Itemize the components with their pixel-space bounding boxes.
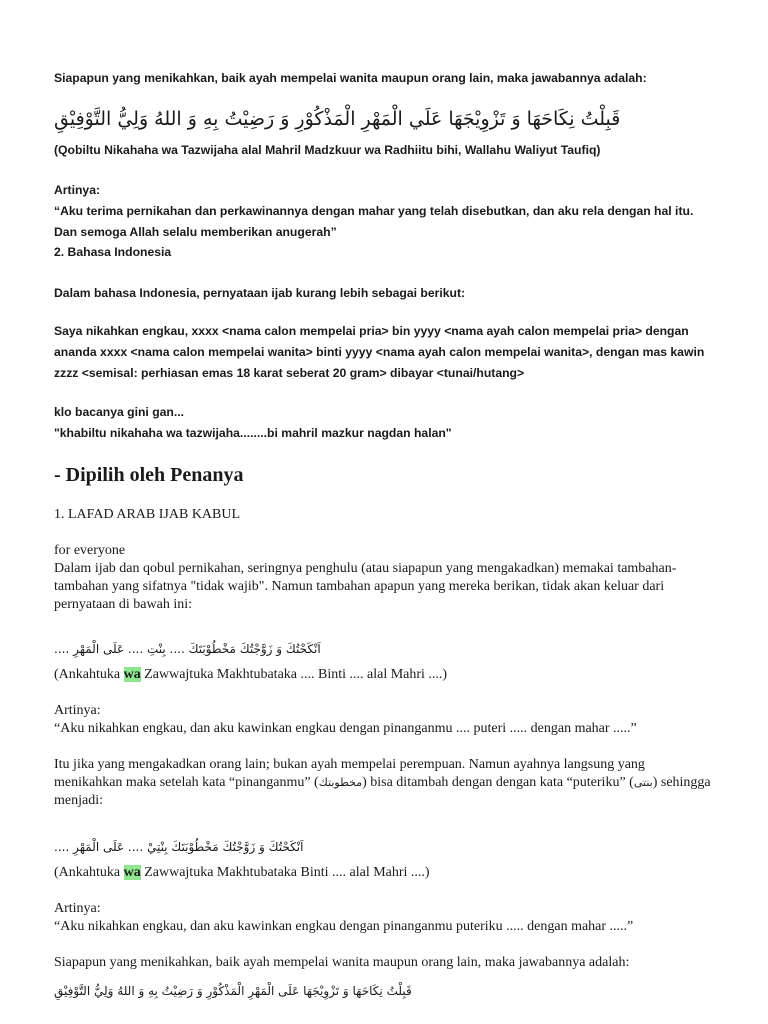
artinya-3-text: “Aku nikahkan engkau, dan aku kawinkan engkau dengan pinanganmu puteriku ..... dengan mahar .....” [54, 919, 634, 934]
arabic-kabul: قَبِلْتُ نِكَاحَهَا وَ تَزْوِيْجَهَا عَلَي الْمَهْرِ الْمَذْكُوْرِ وَ رَضِيْتُ بِهِ وَ اللهُ وَلِيُّ التَّوْفِيْقِ [54, 108, 621, 130]
itu-jika-arabic-1: مخطوبتك [318, 776, 363, 789]
itu-jika-text [54, 756, 714, 810]
latin-ijab-2-post: Zawwajtuka Makhtubataka Binti .... alal Mahri ....) [140, 865, 430, 880]
highlight-wa: wa [123, 865, 141, 880]
intro-line-2: Siapapun yang menikahkan, baik ayah mempelai wanita maupun orang lain, maka jawabannya adalah: [54, 955, 630, 970]
latin-ijab-2 [54, 864, 714, 882]
itu-jika-arabic-2: بنتى [633, 776, 653, 789]
lafad-heading: 1. LAFAD ARAB IJAB KABUL [54, 507, 241, 522]
latin-kabul: (Qobiltu Nikahaha wa Tazwijaha alal Mahril Madzkuur wa Radhiitu bihi, Wallahu Waliyut Taufiq) [54, 143, 601, 157]
for-everyone-text: for everyone [54, 543, 126, 558]
latin-ijab-2-pre: (Ankahtuka [54, 865, 124, 880]
dipilih-heading: - Dipilih oleh Penanya [54, 464, 244, 486]
latin-ijab-1 [54, 666, 714, 684]
saya-nikahkan-text: Saya nikahkan engkau, xxxx <nama calon mempelai pria> bin yyyy <nama ayah calon mempelai pria> dengan ananda xxxx <nama calon mempelai wanita> binti yyyy <nama ayah calon mempelai wanita>, dengan mas kawin zzzz <semisal: perhiasan emas 18 karat seberat 20 gram> dibayar <tunai/hutang> [54, 324, 705, 380]
klo-bacanya-text: klo bacanya gini gan... [54, 405, 185, 419]
artinya-2-label: Artinya: [54, 703, 101, 718]
artinya-text: “Aku terima pernikahan dan perkawinannya dengan mahar yang telah disebutkan, dan aku rela dengan hal itu. Dan semoga Allah selalu memberikan anugerah” [54, 204, 694, 239]
artinya-2-text: “Aku nikahkan engkau, dan aku kawinkan engkau dengan pinanganmu .... puteri ..... dengan mahar .....” [54, 721, 637, 736]
khabiltu-text: "khabiltu nikahaha wa tazwijaha........bi mahril mazkur nagdan halan" [54, 426, 452, 440]
arabic-ijab-1: اَنْكَحْتُكَ وَ زَوَّجْتُكَ مَخْطُوْبَتَكَ .... بِنْتِ .... عَلَى الْمَهْرِ .... [54, 642, 321, 656]
latin-ijab-1-post: Zawwajtuka Makhtubataka .... Binti .... alal Mahri ....) [140, 667, 448, 682]
highlight-wa: wa [123, 667, 141, 682]
latin-ijab-1-pre: (Ankahtuka [54, 667, 124, 682]
itu-jika-part-1: Itu jika yang mengakadkan orang lain; bukan ayah mempelai perempuan. Namun ayahnya langsung yang menikahkan maka setelah kata “pinanganmu” ( [54, 757, 645, 790]
artinya-3-label: Artinya: [54, 901, 101, 916]
arabic-ijab-2: اَنْكَحْتُكَ وَ زَوَّجْتُكَ مَخْطُوْبَتَكَ بِنْتِيْ .... عَلَى الْمَهْرِ .... [54, 840, 304, 854]
section-2-heading: 2. Bahasa Indonesia [54, 245, 172, 259]
dalam-bahasa-text: Dalam bahasa Indonesia, pernyataan ijab kurang lebih sebagai berikut: [54, 286, 466, 300]
arabic-kabul-2: قَبِلْتُ نِكَاحَهَا وَ تَزْوِيْجَهَا عَلَى الْمَهْرِ الْمَذْكُوْرِ وَ رَضِيْتُ بِهِ وَ اللهُ وَلِيُّ التَّوْفِيْقِ [54, 984, 412, 998]
itu-jika-part-2: ) bisa ditambah dengan dengan kata “puteriku” ( [362, 775, 634, 790]
itu-jika-part-3: ) sehingga menjadi: [54, 775, 711, 808]
artinya-label: Artinya: [54, 183, 101, 197]
dalam-ijab-text: Dalam ijab dan qobul pernikahan, seringnya penghulu (atau siapapun yang mengakadkan) memakai tambahan-tambahan yang sifatnya "tidak wajib". Namun tambahan apapun yang mereka berikan, tidak akan keluar dari pernyataan di bawah ini: [54, 561, 677, 612]
intro-line: Siapapun yang menikahkan, baik ayah mempelai wanita maupun orang lain, maka jawabannya adalah: [54, 71, 647, 85]
